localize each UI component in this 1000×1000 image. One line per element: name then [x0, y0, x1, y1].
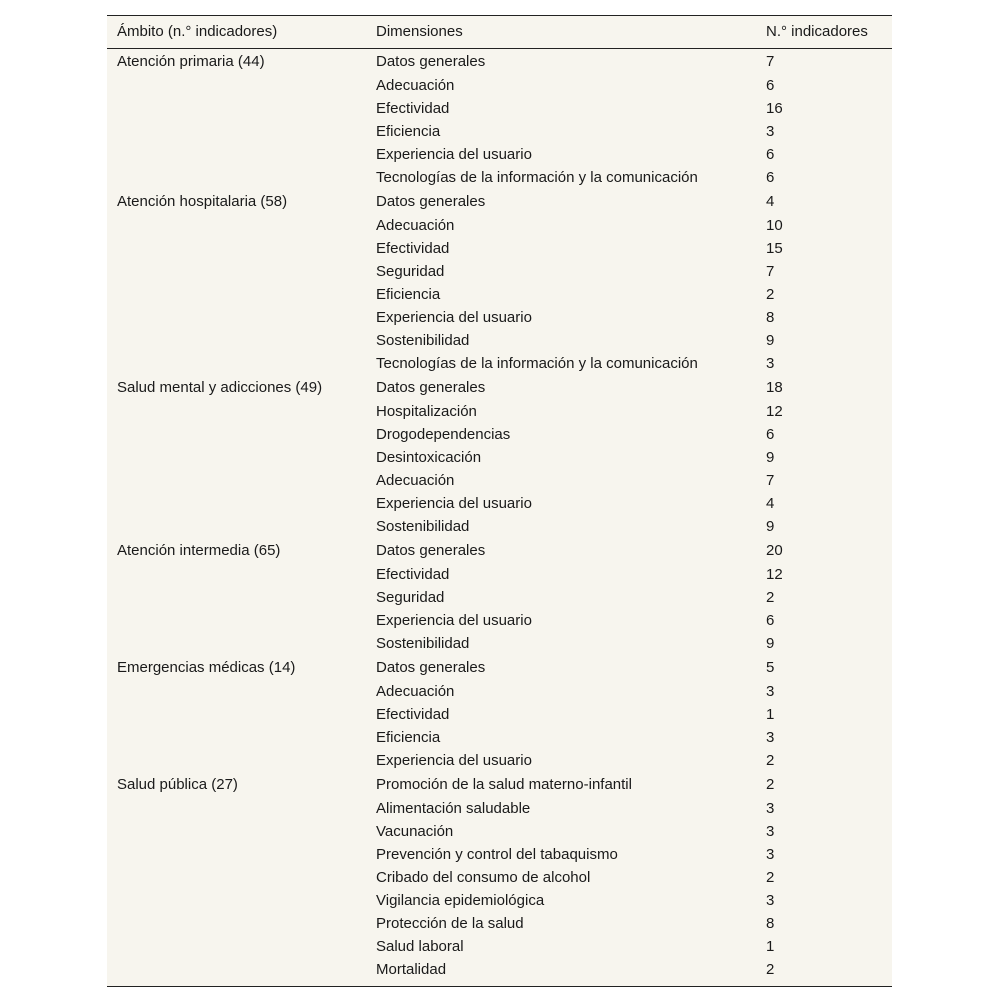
- dimension-cell: Hospitalización: [376, 403, 477, 420]
- indicator-count-cell: 3: [766, 892, 775, 909]
- indicator-count-cell: 8: [766, 915, 775, 932]
- table-row: [107, 423, 892, 446]
- table-row: [107, 166, 892, 189]
- indicator-count-cell: 3: [766, 846, 775, 863]
- indicator-count-cell: 3: [766, 823, 775, 840]
- dimension-cell: Datos generales: [376, 193, 486, 210]
- table-row: [107, 632, 892, 655]
- dimension-cell: Efectividad: [376, 566, 450, 583]
- table-row: [107, 749, 892, 772]
- indicator-count-cell: 6: [766, 146, 775, 163]
- table-row: [107, 726, 892, 749]
- indicator-count-cell: 4: [766, 193, 775, 210]
- indicator-count-cell: 3: [766, 729, 775, 746]
- table-row: [107, 866, 892, 889]
- indicator-count-cell: 6: [766, 77, 775, 94]
- indicator-count-cell: 2: [766, 776, 775, 793]
- dimension-cell: Datos generales: [376, 53, 486, 70]
- dimension-cell: Adecuación: [376, 683, 455, 700]
- indicator-count-cell: 20: [766, 542, 783, 559]
- indicator-count-cell: 4: [766, 495, 775, 512]
- table-row: [107, 538, 892, 563]
- table-row: [107, 375, 892, 400]
- indicator-count-cell: 1: [766, 938, 775, 955]
- indicator-count-cell: 15: [766, 240, 783, 257]
- dimension-cell: Adecuación: [376, 77, 455, 94]
- indicator-count-cell: 2: [766, 869, 775, 886]
- indicator-count-cell: 12: [766, 566, 783, 583]
- table-row: [107, 703, 892, 726]
- indicator-count-cell: 3: [766, 123, 775, 140]
- dimension-cell: Protección de la salud: [376, 915, 524, 932]
- dimension-cell: Adecuación: [376, 217, 455, 234]
- ambito-cell: Emergencias médicas (14): [117, 659, 296, 676]
- dimension-cell: Promoción de la salud materno-infantil: [376, 776, 632, 793]
- table-row: [107, 49, 892, 74]
- dimension-cell: Eficiencia: [376, 286, 441, 303]
- header-dimensiones: Dimensiones: [376, 23, 463, 40]
- dimension-cell: Datos generales: [376, 379, 486, 396]
- dimension-cell: Eficiencia: [376, 123, 441, 140]
- indicator-count-cell: 6: [766, 169, 775, 186]
- dimension-cell: Sostenibilidad: [376, 635, 470, 652]
- dimension-cell: Datos generales: [376, 542, 486, 559]
- dimension-cell: Mortalidad: [376, 961, 447, 978]
- table-row: [107, 260, 892, 283]
- indicator-count-cell: 3: [766, 683, 775, 700]
- indicator-count-cell: 2: [766, 589, 775, 606]
- indicator-count-cell: 9: [766, 518, 775, 535]
- indicator-count-cell: 2: [766, 286, 775, 303]
- table-row: [107, 772, 892, 797]
- ambito-cell: Salud mental y adicciones (49): [117, 379, 323, 396]
- ambito-cell: Atención intermedia (65): [117, 542, 281, 559]
- dimension-cell: Experiencia del usuario: [376, 495, 532, 512]
- indicators-table: [107, 15, 892, 987]
- dimension-cell: Datos generales: [376, 659, 486, 676]
- table-row: [107, 329, 892, 352]
- indicator-count-cell: 6: [766, 426, 775, 443]
- table-row: [107, 143, 892, 166]
- dimension-cell: Alimentación saludable: [376, 800, 531, 817]
- ambito-cell: Salud pública (27): [117, 776, 238, 793]
- indicator-count-cell: 12: [766, 403, 783, 420]
- indicator-count-cell: 3: [766, 800, 775, 817]
- dimension-cell: Seguridad: [376, 589, 445, 606]
- table-row: [107, 563, 892, 586]
- table-row: [107, 655, 892, 680]
- header-num-indicadores: N.° indicadores: [766, 23, 868, 40]
- table-row: [107, 214, 892, 237]
- table-row: [107, 492, 892, 515]
- table-row: [107, 889, 892, 912]
- table-row: [107, 74, 892, 97]
- indicator-count-cell: 18: [766, 379, 783, 396]
- indicator-count-cell: 9: [766, 332, 775, 349]
- ambito-cell: Atención hospitalaria (58): [117, 193, 288, 210]
- dimension-cell: Efectividad: [376, 240, 450, 257]
- dimension-cell: Drogodependencias: [376, 426, 511, 443]
- table-body: [107, 49, 892, 986]
- table-header: [107, 16, 892, 49]
- table-row: [107, 283, 892, 306]
- dimension-cell: Experiencia del usuario: [376, 309, 532, 326]
- table-row: [107, 958, 892, 981]
- dimension-cell: Experiencia del usuario: [376, 612, 532, 629]
- dimension-cell: Sostenibilidad: [376, 518, 470, 535]
- indicator-count-cell: 2: [766, 961, 775, 978]
- dimension-cell: Efectividad: [376, 100, 450, 117]
- dimension-cell: Cribado del consumo de alcohol: [376, 869, 591, 886]
- indicator-count-cell: 8: [766, 309, 775, 326]
- indicator-count-cell: 3: [766, 355, 775, 372]
- dimension-cell: Efectividad: [376, 706, 450, 723]
- dimension-cell: Tecnologías de la información y la comunicación: [376, 169, 698, 186]
- indicator-count-cell: 9: [766, 635, 775, 652]
- indicator-count-cell: 2: [766, 752, 775, 769]
- dimension-cell: Desintoxicación: [376, 449, 482, 466]
- table-row: [107, 820, 892, 843]
- table-row: [107, 912, 892, 935]
- table-row: [107, 120, 892, 143]
- dimension-cell: Experiencia del usuario: [376, 146, 532, 163]
- table-row: [107, 352, 892, 375]
- ambito-cell: Atención primaria (44): [117, 53, 265, 70]
- indicator-count-cell: 7: [766, 53, 775, 70]
- table-row: [107, 237, 892, 260]
- table-row: [107, 797, 892, 820]
- table-row: [107, 680, 892, 703]
- indicator-count-cell: 1: [766, 706, 775, 723]
- dimension-cell: Vigilancia epidemiológica: [376, 892, 545, 909]
- indicator-count-cell: 9: [766, 449, 775, 466]
- indicator-count-cell: 6: [766, 612, 775, 629]
- dimension-cell: Adecuación: [376, 472, 455, 489]
- table-row: [107, 935, 892, 958]
- indicator-count-cell: 16: [766, 100, 783, 117]
- table-row: [107, 609, 892, 632]
- dimension-cell: Salud laboral: [376, 938, 464, 955]
- table-row: [107, 586, 892, 609]
- table-row: [107, 843, 892, 866]
- dimension-cell: Seguridad: [376, 263, 445, 280]
- indicator-count-cell: 7: [766, 263, 775, 280]
- indicator-count-cell: 5: [766, 659, 775, 676]
- table-row: [107, 306, 892, 329]
- indicator-count-cell: 10: [766, 217, 783, 234]
- indicator-count-cell: 7: [766, 472, 775, 489]
- dimension-cell: Tecnologías de la información y la comunicación: [376, 355, 698, 372]
- dimension-cell: Experiencia del usuario: [376, 752, 532, 769]
- table-row: [107, 469, 892, 492]
- table-row: [107, 515, 892, 538]
- table-row: [107, 400, 892, 423]
- table-row: [107, 189, 892, 214]
- dimension-cell: Vacunación: [376, 823, 454, 840]
- header-ambito: Ámbito (n.° indicadores): [117, 23, 278, 40]
- dimension-cell: Eficiencia: [376, 729, 441, 746]
- dimension-cell: Sostenibilidad: [376, 332, 470, 349]
- table-row: [107, 97, 892, 120]
- dimension-cell: Prevención y control del tabaquismo: [376, 846, 618, 863]
- table-row: [107, 446, 892, 469]
